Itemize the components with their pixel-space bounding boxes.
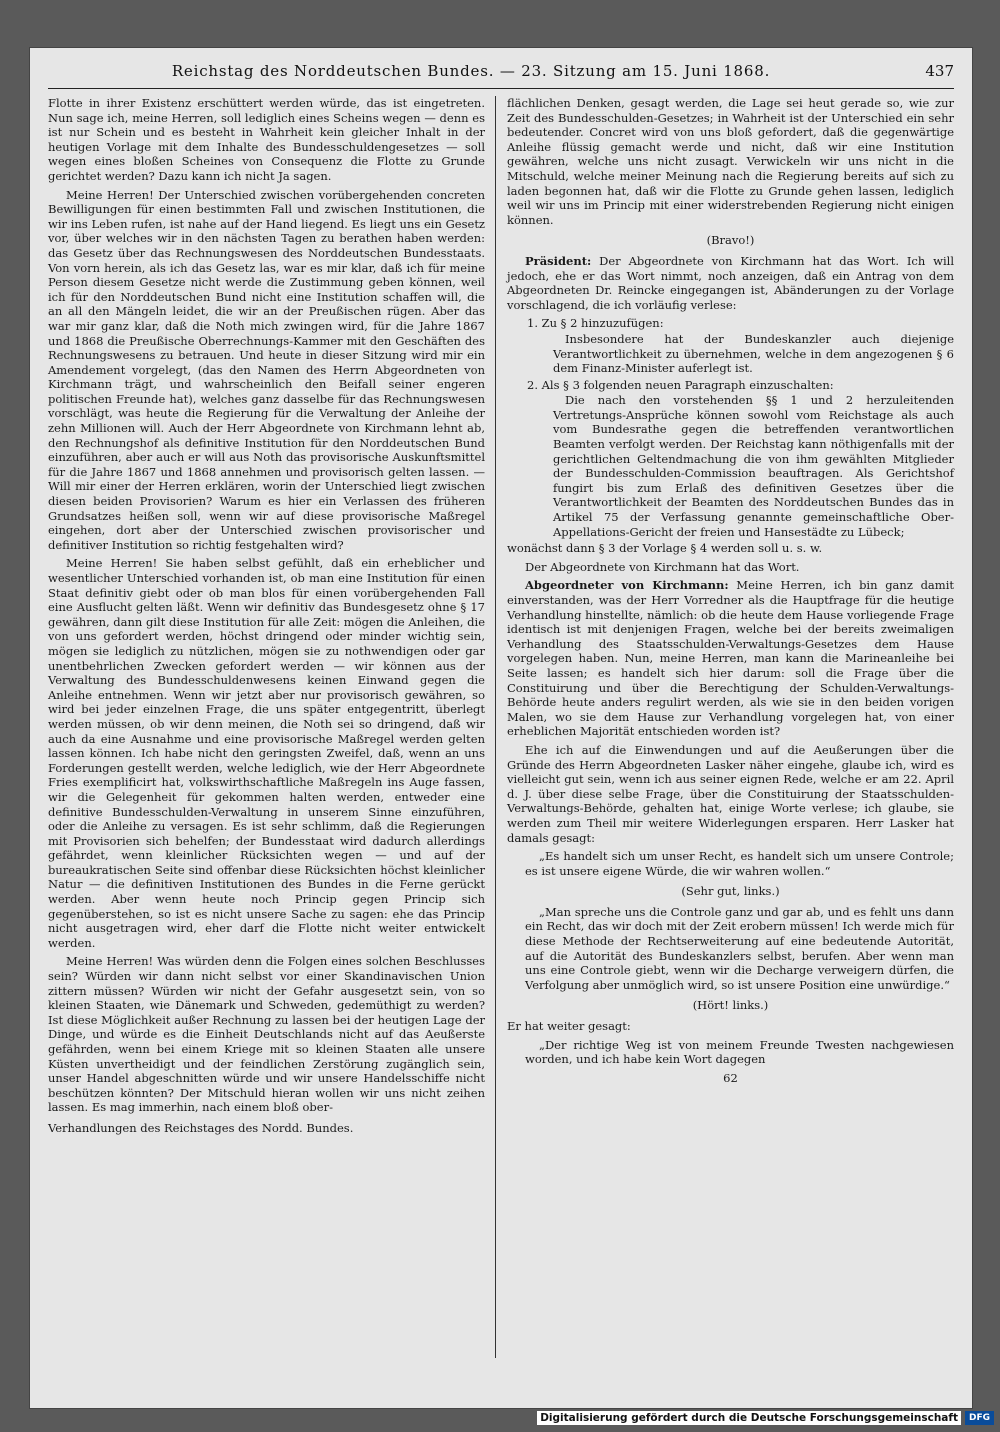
signature-mark: 62 — [723, 1070, 738, 1085]
paragraph: wonächst dann § 3 der Vorlage § 4 werden soll u. s. w. — [507, 541, 823, 556]
paragraph: flächlichen Denken, gesagt werden, die Lage sei heut gerade so, wie zur Zeit des Bundesschulden-Gesetzes; in Wahrheit ist der Unterschied ein sehr bedeutender. Concret wird von uns bloß gefordert, daß die gegenwärtige Anleihe flüssig gemacht werde und nicht, daß wir eine Institution gewähren, welche uns nicht zusagt. Verwickeln wir uns nicht in die Mitschuld, welche meiner Meinung nach die Regierung bereits auf sich zu laden begonnen hat, daß wir die Flotte zu Grunde gehen lassen, lediglich weil wir uns im Princip mit einer widerstrebenden Regierung nicht einigen können. — [507, 96, 954, 227]
interjection: (Hört! links.) — [692, 998, 769, 1013]
paragraph: Der Abgeordnete von Kirchmann hat das Wort. — [525, 559, 800, 574]
column-divider — [495, 96, 496, 1358]
quotation: „Der richtige Weg ist von meinem Freunde Twesten nachgewiesen worden, und ich habe kein Wort dagegen — [525, 1037, 954, 1067]
speech-text: Meine Herren, ich bin ganz damit einverstanden, was der Herr Vorredner als die Hauptfrage für die heutige Verhandlung hinstellte, nämlich: ob die heute dem Hause vorliegende Frage identisch ist mit denjenigen Fragen, welche bei der bereits zweimaligen Verhandlung des Staatsschulden-Verwaltungs-Gesetzes dem Hause vorgelegen haben. Nun, meine Herren, man kann die Marineanleihe bei Seite lassen; es handelt sich hier darum: soll die Frage über die Constituirung und über die Berechtigung der Schulden-Verwaltungs-Behörde heute anders regulirt werden, als wie sie in den beiden vorigen Malen, wo sie dem Hause zur Verhandlung vorgelegen hat, von einer erheblichen Majorität entschieden worden ist? — [507, 578, 954, 739]
paragraph: Meine Herren! Sie haben selbst gefühlt, daß ein erheblicher und wesentlicher Unterschied vorhanden ist, ob man eine Institution für einen Staat definitiv giebt oder ob man blos für einen vorübergehenden Fall eine Ausflucht gelten läßt. Wenn wir definitiv das Bundesgesetz ohne § 17 gewähren, dann gilt diese Institution für alle Zeit: mögen die Anleihen, die von uns gefordert werden, höchst dringend oder minder wichtig sein, mögen sie lediglich zu nützlichen, mögen sie zu nothwendigen oder gar unentbehrlichen Zwecken gefordert werden — wir können aus der Verwaltung des Bundesschuldenwesens keinen Einwand gegen die Anleihe entnehmen. Wenn wir jetzt aber nur provisorisch gewähren, so wird bei jeder einzelnen Frage, die uns später entgegentritt, überlegt werden müssen, ob wir denn meinen, die Noth sei so dringend, daß wir auch da eine Ausnahme und eine provisorische Maßregel werden gelten lassen können. Ich habe nicht den geringsten Zweifel, daß, wenn an uns Forderungen gestellt werden, welche lediglich, wie der Herr Abgeordnete Fries exemplificirt hat, volkswirthschaftliche Maßregeln ins Auge fassen, wir die Gelegenheit für gekommen halten werden, entweder eine definitive Bundesschulden-Verwaltung in unserem Sinne einzuführen, oder die Anleihe zu versagen. Es ist sehr schlimm, daß die Regierungen mit Provisorien sich behelfen; der Bundesstaat wird dadurch allerdings gefährdet, wenn kleinlicher Rücksichten wegen — und auf der bureaukratischen Seite sind offenbar diese Rücksichten höchst kleinlicher Natur — die definitiven Institutionen des Bundes in die Ferne gerückt werden. Aber wenn heute noch Princip gegen Princip sich gegenüberstehen, so ist es nicht unsere Sache zu sagen: ehe das Princip nicht ausgetragen wird, eher darf die Flotte nicht weiter entwickelt werden. — [48, 556, 485, 950]
speaker-paragraph — [507, 578, 954, 739]
quotation: „Es handelt sich um unser Recht, es handelt sich um unsere Controle; es ist unsere eigene Würde, die wir wahren wollen.“ — [525, 849, 954, 878]
speaker-name: Abgeordneter von Kirchmann: — [525, 578, 729, 593]
paragraph: Er hat weiter gesagt: — [507, 1019, 631, 1034]
paragraph: Meine Herren! Was würden denn die Folgen eines solchen Beschlusses sein? Würden wir dann nicht selbst vor einer Skandinavischen Union zittern müssen? Würden wir nicht der Gefahr ausgesetzt sein, von so kleinen Staaten, wie Dänemark und Schweden, gedemüthigt zu werden? Ist diese Möglichkeit außer Rechnung zu lassen bei der heutigen Lage der Dinge, und würde es die Einheit Deutschlands nicht auf das Aeußerste gefährden, wenn bei einem Kriege mit so kleinen Staaten alle unsere Küsten unvertheidigt und der feindlichen Zerstörung zugänglich sein, unser Handel abgeschnitten würde und wir unsere Handelsschiffe nicht beschützen könnten? Der Mitschuld hieran wollen wir uns nicht zeihen lassen. Es mag immerhin, nach einem bloß ober- — [48, 954, 485, 1115]
list-item-body: Die nach den vorstehenden §§ 1 und 2 herzuleitenden Vertretungs-Ansprüche können sowohl vom Reichstage als auch vom Bundesrathe gegen die betreffenden verantwortlichen Beamten verfolgt werden. Der Reichstag kann nöthigenfalls mit der gerichtlichen Geltendmachung die von ihm gewählten Mitglieder der Bundesschulden-Commission beauftragen. Als Gerichtshof fungirt bis zum Erlaß des definitiven Gesetzes über die Verantwortlichkeit der Beamten des Norddeutschen Bundes das in Artikel 75 der Verfassung genannte gemeinschaftliche Ober-Appellations-Gericht der freien und Hansestädte zu Lübeck; — [553, 393, 954, 539]
speaker-paragraph — [507, 254, 954, 312]
paragraph: Meine Herren! Der Unterschied zwischen vorübergehenden concreten Bewilligungen für einen bestimmten Fall und zwischen Institutionen, die wir ins Leben rufen, ist nahe auf der Hand liegend. Es liegt uns ein Gesetz vor, über welches wir in den nächsten Tagen zu berathen haben werden: das Gesetz über das Rechnungswesen des Norddeutschen Bundesstaats. Von vorn herein, als ich das Gesetz las, war es mir klar, daß ich für meine Person diesem Gesetze nicht werde die Zustimmung geben können, weil ich für den Norddeutschen Bund nicht eine Institution schaffen will, die an all den Mängeln leidet, die wir an der Preußischen rügen. Aber das war mir ganz klar, daß die Noth mich zwingen wird, für die Jahre 1867 und 1868 die Preußische Oberrechnungs-Kammer mit den Geschäften des Rechnungswesens zu betrauen. Und heute in dieser Sitzung wird mir ein Amendement vorgelegt, (das den Namen des Herrn Abgeordneten von Kirchmann trägt, und wahrscheinlich den Beifall seiner engeren politischen Freunde hat), welches ganz dasselbe für das Rechnungswesen vorschlägt, was heute die Regierung für die Verwaltung der Anleihe der zehn Millionen will. Auch der Herr Abgeordnete von Kirchmann lehnt ab, den Rechnungshof als definitive Institution für den Norddeutschen Bund einzuführen, aber auch er will aus Noth das provisorische Auskunftsmittel für die Jahre 1867 und 1868 annehmen und provisorisch gelten lassen. — Will mir einer der Herren erklären, worin der Unterschied liegt zwischen diesen beiden Provisorien? Warum es hier ein Verlassen des früheren Grundsatzes heißen soll, wenn wir auf diese provisorische Maßregel eingehen, dort aber der Unterschied zwischen provisorischer und definitiver Institution so richtig festgehalten wird? — [48, 187, 485, 552]
paragraph: Ehe ich auf die Einwendungen und auf die Aeußerungen über die Gründe des Herrn Abgeordneten Lasker näher eingehe, glaube ich, wird es vielleicht gut sein, wenn ich aus seiner eignen Rede, welche er am 22. April d. J. über diese selbe Frage, über die Constituirung der Staatsschulden-Verwaltungs-Behörde, gehalten hat, einige Worte verlese; ich glaube, sie werden zum Theil mir weitere Widerlegungen ersparen. Herr Lasker hat damals gesagt: — [507, 742, 954, 845]
list-item-body: Insbesondere hat der Bundeskanzler auch diejenige Verantwortlichkeit zu übernehmen, welche in dem angezogenen § 6 dem Finanz-Minister auferlegt ist. — [553, 331, 954, 376]
document-page — [30, 48, 972, 1408]
running-head: Reichstag des Norddeutschen Bundes. — 23. Sitzung am 15. Juni 1868. — [171, 62, 771, 80]
speaker-name: Präsident: — [525, 253, 592, 268]
page-number: 437 — [925, 62, 954, 80]
left-column — [48, 96, 485, 1140]
list-item: 2. Als § 3 folgenden neuen Paragraph einzuschalten: — [527, 377, 834, 392]
speech-text: Der Abgeordnete von Kirchmann hat das Wort. Ich will jedoch, ehe er das Wort nimmt, noch anzeigen, daß ein Antrag von dem Abgeordneten Dr. Reincke eingegangen ist, Abänderungen zu der Vorlage vorschlagend, die ich vorläufig verlese: — [507, 253, 954, 312]
quotation: „Man spreche uns die Controle ganz und gar ab, und es fehlt uns dann ein Recht, das wir doch mit der Zeit erobern müssen! Ich werde mich für diese Methode der Rechtserweiterung auf eine bedeutende Autorität, auf die Autorität des Bundeskanzlers selbst, berufen. Aber wenn man uns eine Controle giebt, wenn wir die Decharge verweigern dürfen, die Verfolgung aber unmöglich wird, so ist unsere Position eine unwürdige.“ — [525, 904, 954, 992]
interjection: (Sehr gut, links.) — [681, 884, 780, 899]
interjection: (Bravo!) — [706, 233, 755, 248]
digitization-credit — [537, 1410, 994, 1426]
list-item: 1. Zu § 2 hinzuzufügen: — [527, 316, 664, 331]
paragraph: Flotte in ihrer Existenz erschüttert werden würde, das ist eingetreten. Nun sage ich, meine Herren, soll lediglich eines Scheins wegen — denn es ist nur Schein und es besteht in Wahrheit kein gleicher Inhalt in der heutigen Vorlage mit dem Inhalte des Bundesschuldengesetzes — soll wegen eines bloßen Scheines von Consequenz die Flotte zu Grunde gerichtet werden? Dazu kann ich nicht Ja sagen. — [48, 96, 485, 183]
page-header — [48, 60, 954, 89]
credit-text: Digitalisierung gefördert durch die Deutsche Forschungsgemeinschaft — [537, 1411, 961, 1425]
dfg-logo-icon: DFG — [965, 1411, 994, 1425]
volume-footer: Verhandlungen des Reichstages des Nordd. Bundes. — [48, 1120, 354, 1135]
right-column — [507, 96, 954, 1089]
